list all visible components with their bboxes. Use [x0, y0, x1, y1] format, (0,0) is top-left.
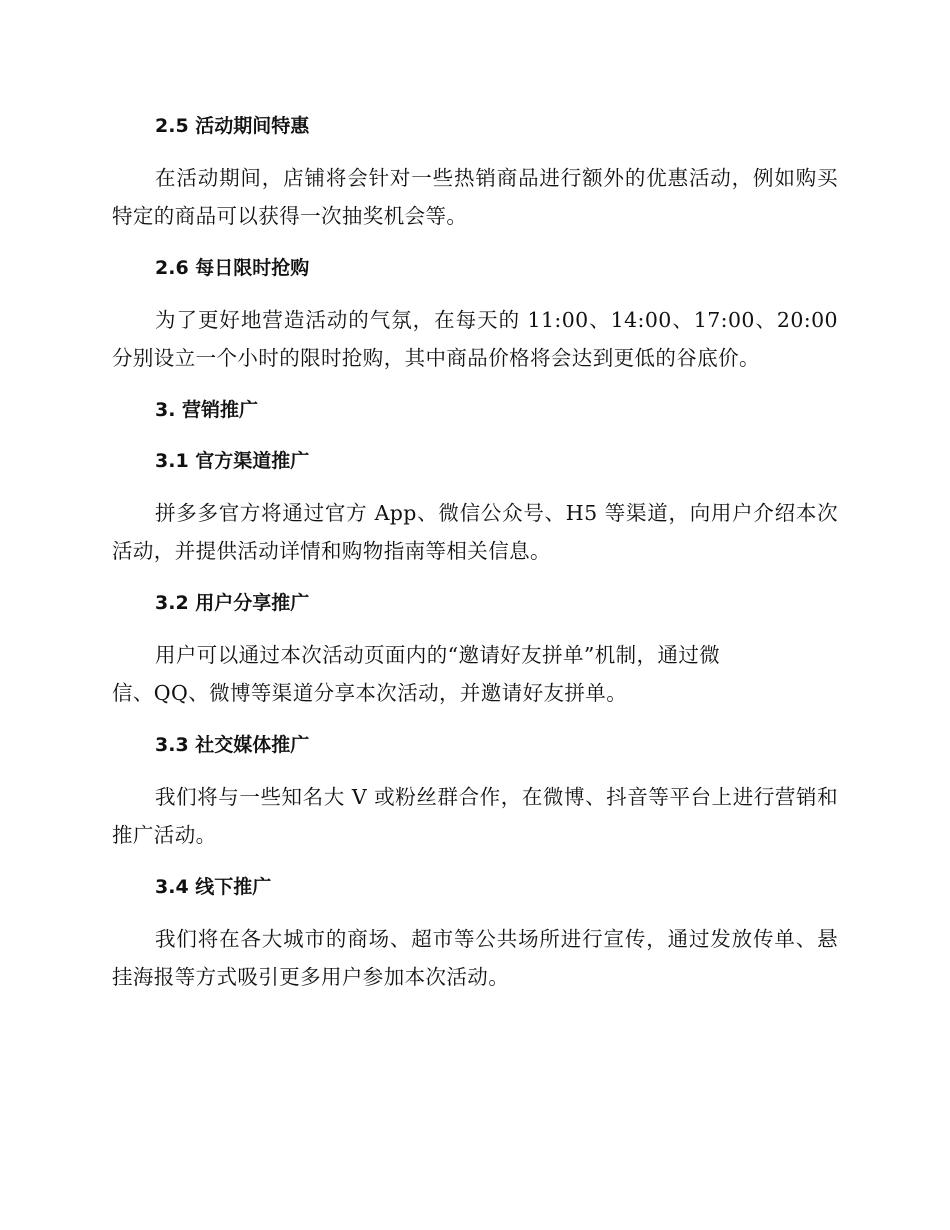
- section-heading-3-1: 3.1 官方渠道推广: [155, 450, 310, 472]
- section-heading-3-2: 3.2 用户分享推广: [155, 592, 310, 614]
- section-heading-2-5: 2.5 活动期间特惠: [155, 115, 310, 137]
- section-paragraph-2-5: 在活动期间，店铺将会针对一些热销商品进行额外的优惠活动，例如购买特定的商品可以获得一次抽奖机会等。: [112, 166, 838, 228]
- section-paragraph-2-6: 为了更好地营造活动的气氛，在每天的 11:00、14:00、17:00、20:00 分别设立一个小时的限时抢购，其中商品价格将会达到更低的谷底价。: [112, 308, 838, 370]
- section-paragraph-3-1: 拼多多官方将通过官方 App、微信公众号、H5 等渠道，向用户介绍本次活动，并提供活动详情和购物指南等相关信息。: [112, 501, 838, 563]
- section-paragraph-3-2-line1: 用户可以通过本次活动页面内的“邀请好友拼单”机制，通过微: [155, 643, 721, 667]
- section-paragraph-3-2: [112, 636, 838, 712]
- section-paragraph-3-2-line2: 信、QQ、微博等渠道分享本次活动，并邀请好友拼单。: [112, 681, 628, 705]
- section-paragraph-3-4: 我们将在各大城市的商场、超市等公共场所进行宣传，通过发放传单、悬挂海报等方式吸引更多用户参加本次活动。: [112, 927, 838, 989]
- section-heading-3-3: 3.3 社交媒体推广: [155, 734, 310, 756]
- section-heading-3-4: 3.4 线下推广: [155, 876, 272, 898]
- section-paragraph-3-3: 我们将与一些知名大 V 或粉丝群合作，在微博、抖音等平台上进行营销和推广活动。: [112, 785, 838, 847]
- section-heading-2-6: 2.6 每日限时抢购: [155, 257, 310, 279]
- section-heading-3: 3. 营销推广: [155, 399, 259, 421]
